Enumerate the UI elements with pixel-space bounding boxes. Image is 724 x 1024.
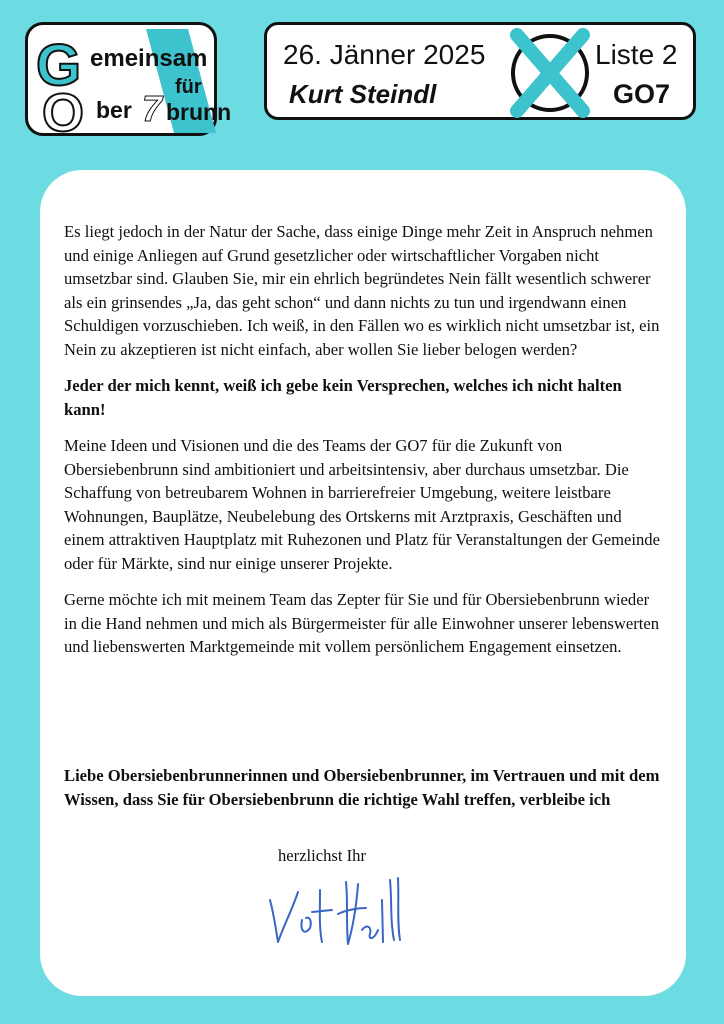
closing-statement: Liebe Obersiebenbrunnerinnen und Obersiebenbrunner, im Vertrauen und mit dem Wissen, dass Sie für Obersiebenbrunn die richtige Wahl treffen, verbleibe ich <box>64 766 660 809</box>
party-logo <box>25 22 232 143</box>
logo-line-ber: ber <box>96 97 132 123</box>
election-header <box>264 22 696 120</box>
paragraph: Gerne möchte ich mit meinem Team das Zepter für Sie und für Obersiebenbrunn wieder in die Hand nehmen und mich als Bürgermeister für alle Einwohner unserer lebenswerten und liebenswerten Marktgemeinde mit vollem persönlichem Engagement einsetzen. <box>64 590 660 656</box>
election-date: 26. Jänner 2025 <box>283 39 486 70</box>
svg-text:O: O <box>42 83 85 143</box>
logo-line-fuer: für <box>175 76 202 98</box>
paragraph: Meine Ideen und Visionen und die des Teams der GO7 für die Zukunft von Obersiebenbrunn sind ambitioniert und arbeitsintensiv, aber durchaus umsetzbar. Die Schaffung von betreubarem Wohnen in barrierefreier Umgebung, weitere leistbare Wohnungen, Bauplätze, Neubelebung des Ortskerns mit Arztpraxis, Geschäften und einem attraktiven Hauptplatz mit Ruhezonen und Platz für Veranstaltungen der Gemeinde oder für Märkte, sind nur einige unserer Projekte. <box>64 436 660 573</box>
handwritten-signature <box>262 870 412 950</box>
logo-line-gemeinsam: emeinsam <box>90 45 208 72</box>
vote-cross-icon <box>505 27 595 117</box>
paragraph: Es liegt jedoch in der Natur der Sache, dass einige Dinge mehr Zeit in Anspruch nehmen und einige Anliegen auf Grund gesetzlicher oder wirtschaftlicher Vorgaben nicht umsetzbar sind. Glauben Sie, mir ein ehrlich begründetes Nein fällt wesentlich schwerer als ein grinsendes „Ja, das geht schon“ und dann nichts zu tun und irgendwann einen Schuldigen vorzuschieben. Ich weiß, in den Fällen wo es wirklich nicht umsetzbar ist, ein Nein zu akzeptieren ist nicht einfach, aber wollen Sie lieber belogen werden? <box>64 222 660 359</box>
letter-body <box>64 220 664 672</box>
greeting: herzlichst Ihr <box>278 846 367 865</box>
logo-line-brunn: brunn <box>166 99 232 125</box>
list-number: Liste 2 <box>595 39 678 70</box>
promise-statement: Jeder der mich kennt, weiß ich gebe kein Versprechen, welches ich nicht halten kann! <box>64 376 622 419</box>
svg-text:G: G <box>36 33 82 98</box>
logo-number-7: 7 <box>142 88 163 129</box>
party-name: GO7 <box>613 79 671 109</box>
candidate-name: Kurt Steindl <box>289 79 437 109</box>
